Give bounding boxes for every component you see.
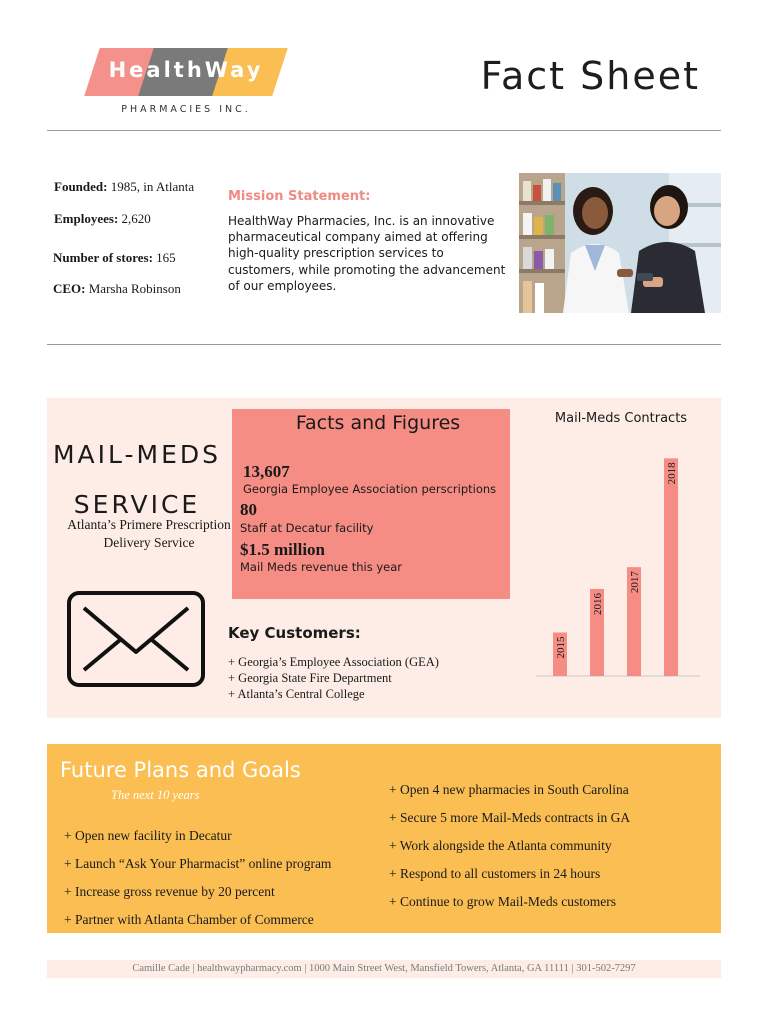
- fact-ceo-value: Marsha Robinson: [88, 281, 181, 296]
- fact-founded-label: Founded:: [54, 179, 108, 194]
- future-plans-subheading: The next 10 years: [111, 788, 200, 802]
- future-plans-heading: Future Plans and Goals: [60, 758, 301, 782]
- mailmeds-title: [47, 430, 227, 530]
- goal-item: + Launch “Ask Your Pharmacist” online program: [64, 856, 332, 871]
- goal-item: + Continue to grow Mail-Meds customers: [389, 894, 616, 909]
- fact-ceo: [53, 281, 181, 297]
- fact-figure-label: Staff at Decatur facility: [240, 521, 374, 535]
- goal-item: + Respond to all customers in 24 hours: [389, 866, 601, 881]
- mission-text: HealthWay Pharmacies, Inc. is an innovative pharmaceutical company aimed at offering high-quality prescription services to customers, while promoting the advancement of our employees.: [228, 214, 506, 293]
- mission-heading: Mission Statement:: [228, 189, 371, 204]
- chart-bar-label-2016: 2016: [592, 592, 604, 615]
- key-customers-title: Key Customers:: [228, 624, 361, 642]
- goal-item: + Work alongside the Atlanta community: [389, 838, 612, 853]
- fact-ceo-label: CEO:: [53, 281, 86, 296]
- divider-top: [47, 130, 721, 131]
- goal-item: + Open 4 new pharmacies in South Carolina: [389, 782, 629, 797]
- fact-stores-value: 165: [156, 250, 176, 265]
- key-customer-item: + Atlanta’s Central College: [228, 687, 365, 701]
- chart-bar-label-2015: 2015: [555, 636, 567, 659]
- fact-employees: [54, 211, 151, 227]
- fact-founded-value: 1985, in Atlanta: [110, 179, 195, 194]
- fact-figure-number: 80: [240, 500, 257, 519]
- footer-contact: Camille Cade | healthwaypharmacy.com | 1000 Main Street West, Mansfield Towers, Atlanta, GA 11111 | 301-502-7297: [47, 960, 721, 978]
- goal-item: + Secure 5 more Mail-Meds contracts in GA: [389, 810, 631, 825]
- divider-middle: [47, 344, 721, 345]
- chart-bar-2018: [664, 458, 678, 676]
- fact-figure-label: Georgia Employee Association perscriptions: [243, 482, 497, 496]
- fact-stores: [53, 250, 176, 266]
- logo-wordmark: HealthWay: [108, 58, 264, 82]
- facts-figures-title: Facts and Figures: [295, 412, 461, 434]
- fact-employees-label: Employees:: [54, 211, 119, 226]
- logo-subtitle: PHARMACIES INC.: [121, 104, 251, 115]
- goal-item: + Open new facility in Decatur: [64, 828, 232, 843]
- fact-figure-number: 13,607: [243, 462, 290, 481]
- fact-figure-label: Mail Meds revenue this year: [240, 560, 402, 574]
- mailmeds-title-line2: SERVICE: [73, 490, 201, 519]
- fact-stores-label: Number of stores:: [53, 250, 153, 265]
- key-customer-item: + Georgia’s Employee Association (GEA): [228, 655, 439, 669]
- goal-item: + Increase gross revenue by 20 percent: [64, 884, 275, 899]
- pharmacist-photo: [519, 173, 721, 313]
- envelope-icon: [66, 590, 206, 688]
- chart-title: Mail-Meds Contracts: [554, 411, 688, 426]
- chart-bar-label-2017: 2017: [629, 571, 641, 594]
- page-title: Fact Sheet: [480, 54, 700, 98]
- contracts-chart-svg: [536, 440, 700, 680]
- mailmeds-subtitle: Atlanta’s Primere Prescription Delivery Service: [67, 517, 231, 550]
- mailmeds-title-line1: MAIL-MEDS: [52, 440, 222, 469]
- pharmacist-photo-illustration: [519, 173, 721, 313]
- chart-bar-label-2018: 2018: [666, 462, 678, 485]
- contracts-bar-chart: [536, 440, 700, 680]
- fact-founded: [54, 179, 194, 195]
- company-logo: [82, 48, 290, 96]
- fact-employees-value: 2,620: [121, 211, 151, 226]
- goal-item: + Partner with Atlanta Chamber of Commerce: [64, 912, 314, 927]
- fact-figure-number: $1.5 million: [240, 540, 326, 559]
- key-customer-item: + Georgia State Fire Department: [228, 671, 392, 685]
